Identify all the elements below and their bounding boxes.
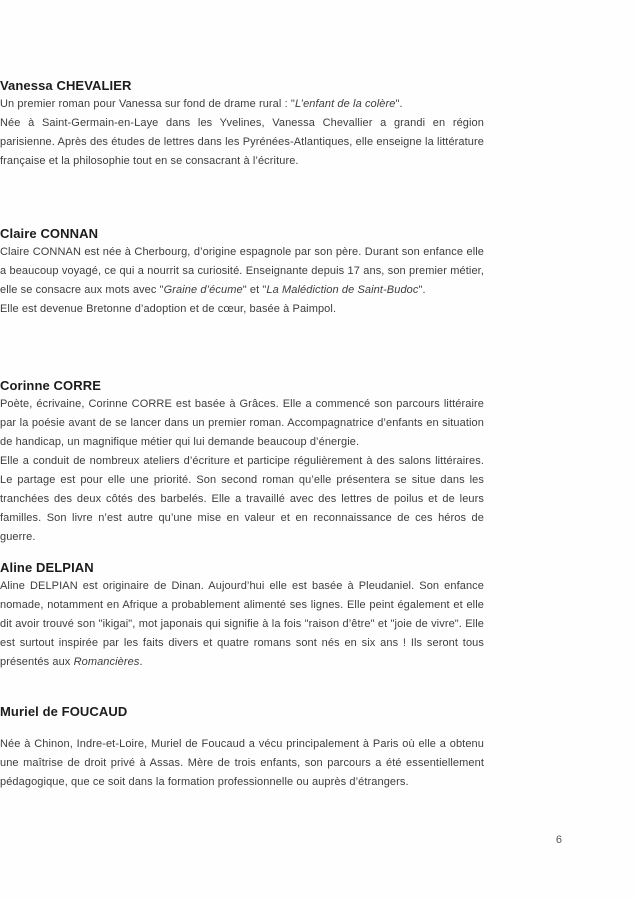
bio-section-aline-delpian	[0, 558, 484, 672]
author-name-heading: Vanessa CHEVALIER	[0, 78, 132, 93]
author-name-heading: Muriel de FOUCAUD	[0, 704, 128, 719]
event-name-italic: Romancières	[73, 656, 140, 668]
author-name-heading: Corinne CORRE	[0, 378, 101, 393]
bio-paragraph: Poète, écrivaine, Corinne CORRE est basée à Grâces. Elle a commencé son parcours littéraire par la poésie avant de se lancer dans un premier roman. Accompagnatrice d’enfants en situation de handicap, un magnifique métier qui lui demande beaucoup d’énergie.	[0, 398, 484, 448]
bio-section-muriel-de-foucaud	[0, 702, 484, 792]
page-number: 6	[555, 834, 562, 846]
author-name-heading: Aline DELPIAN	[0, 560, 94, 575]
bio-paragraph: Née à Saint-Germain-en-Laye dans les Yvelines, Vanessa Chevallier a grandi en région parisienne. Après des études de lettres dans les Pyrénées-Atlantiques, elle enseigne la littérature française et la philosophie tout en se consacrant à l’écriture.	[0, 117, 484, 167]
bio-section-corinne-corre	[0, 376, 484, 547]
book-title-italic: L’enfant de la colère	[294, 98, 396, 110]
bio-paragraph: Elle est devenue Bretonne d’adoption et de cœur, basée à Paimpol.	[0, 303, 337, 315]
book-title-italic: Graine d’écume	[163, 284, 243, 296]
bio-paragraph: Claire CONNAN est née à Cherbourg, d’origine espagnole par son père. Durant son enfance elle a beaucoup voyagé, ce qui a nourrit sa curiosité. Enseignante depuis 17 ans, son premier métier, elle se consacre aux mots avec "Graine d’écume" et "La Malédiction de Saint-Budoc".	[0, 246, 484, 296]
book-title-italic: La Malédiction de Saint-Budoc	[266, 284, 419, 296]
bio-section-claire-connan	[0, 224, 484, 319]
author-name-heading: Claire CONNAN	[0, 226, 99, 241]
bio-paragraph: Aline DELPIAN est originaire de Dinan. Aujourd’hui elle est basée à Pleudaniel. Son enfance nomade, notamment en Afrique a probablement alimenté ses lignes. Elle peint également et elle dit avoir trouvé son "ikigai", mot japonais qui signifie à la fois "raison d’être" et "joie de vivre". Elle est surtout inspirée par les faits divers et quatre romans sont nés en six ans ! Ils seront tous présentés aux Romancières.	[0, 580, 484, 668]
bio-paragraph: Elle a conduit de nombreux ateliers d’écriture et participe régulièrement à des salons littéraires. Le partage est pour elle une priorité. Son second roman qu’elle présentera se situe dans les tranchées des deux côtés des barbelés. Elle a travaillé avec des lettres de poilus et de leurs familles. Son livre n’est autre qu’une mise en valeur et en reconnaissance de ces héros de guerre.	[0, 455, 484, 543]
bio-paragraph: Un premier roman pour Vanessa sur fond de drame rural : "L’enfant de la colère".	[0, 98, 403, 110]
bio-paragraph: Née à Chinon, Indre-et-Loire, Muriel de Foucaud a vécu principalement à Paris où elle a obtenu une maîtrise de droit privé à Assas. Mère de trois enfants, son parcours a été essentiellement pédagogique, que ce soit dans la formation professionnelle ou auprès d’étrangers.	[0, 738, 484, 788]
bio-section-vanessa-chevalier	[0, 76, 484, 171]
